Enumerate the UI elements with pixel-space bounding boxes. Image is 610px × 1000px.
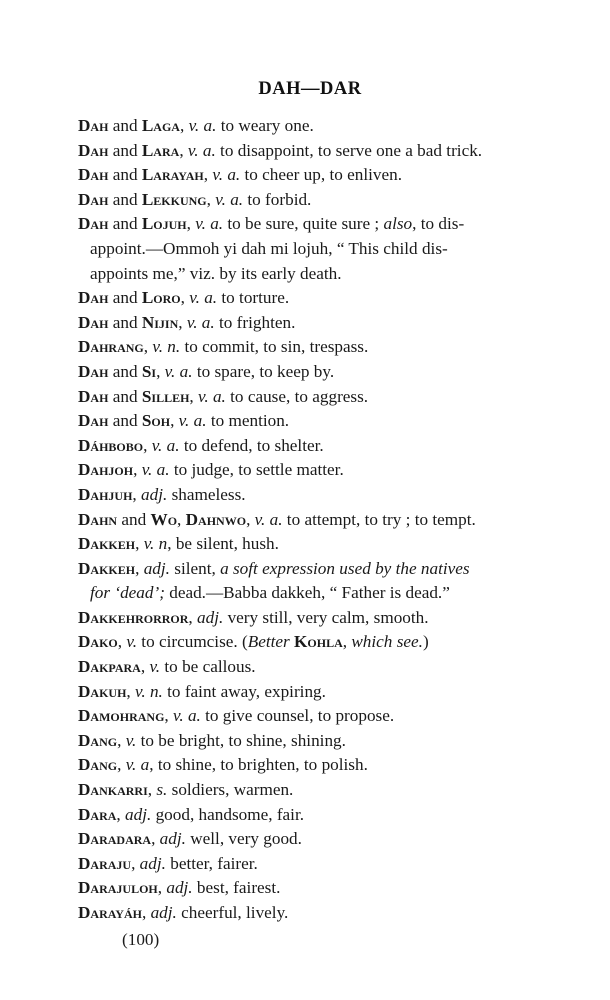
definition-text: , <box>133 460 142 480</box>
headword: Darayáh <box>78 903 142 922</box>
definition-text: , <box>179 140 188 160</box>
grammar-label: Better <box>247 632 290 652</box>
definition-text: appoint.—Ommoh yi dah mi lojuh, “ This child dis- <box>90 238 448 258</box>
definition-text: , <box>186 214 196 234</box>
definition-text: to cheer up, to enliven. <box>240 165 403 185</box>
headword: Dakkeh <box>78 558 136 578</box>
definition-text: to be callous. <box>160 657 256 677</box>
dictionary-entry <box>78 532 534 557</box>
headword: Dara <box>78 804 117 824</box>
grammar-label: adj. <box>141 484 168 504</box>
definition-text: , <box>117 755 126 775</box>
definition-text: , <box>143 435 152 455</box>
definition-text: best, fairest. <box>192 878 281 898</box>
headword: Dah <box>78 189 109 209</box>
definition-text: to circumcise. ( <box>137 632 248 652</box>
entry-line <box>78 581 534 606</box>
headword: Dang <box>78 730 118 750</box>
grammar-label: adj. <box>139 853 166 873</box>
definition-text: and <box>108 189 142 209</box>
dictionary-entry <box>78 139 534 164</box>
grammar-label: adj. <box>150 903 177 922</box>
definition-text: to commit, to sin, trespass. <box>180 337 369 357</box>
headword: Loro <box>141 288 181 308</box>
running-head: DAH—DAR <box>258 79 362 99</box>
headword: Dako <box>78 632 118 652</box>
headword: Darajuloh <box>78 878 158 898</box>
definition-text: , <box>143 337 153 357</box>
entry-line <box>78 262 534 287</box>
headword: Larayah <box>141 165 204 185</box>
entry-line <box>78 557 534 582</box>
headword: Dahjoh <box>78 460 134 480</box>
grammar-label: v. a. <box>173 706 201 726</box>
grammar-label: v. n. <box>152 337 181 357</box>
entry-list <box>78 114 534 926</box>
headword: Dakkeh <box>78 534 136 554</box>
definition-text: and <box>108 116 142 135</box>
grammar-label: v. a. <box>195 214 224 234</box>
headword: Dakpara <box>78 657 141 677</box>
headword: Damohrang <box>78 706 165 726</box>
grammar-label: v. a. <box>186 312 215 332</box>
definition-text: silent, <box>169 558 221 578</box>
dictionary-entry <box>78 680 534 705</box>
headword: Dah <box>78 312 109 332</box>
headword: Nijin <box>141 312 179 332</box>
grammar-label: v. a. <box>215 189 244 209</box>
definition-text: and <box>108 411 142 431</box>
definition-text: , <box>157 878 167 898</box>
dictionary-entry <box>78 704 534 729</box>
headword: Dankarri <box>78 780 148 800</box>
dictionary-entry <box>78 876 534 901</box>
definition-text: to attempt, to try ; to tempt. <box>282 509 476 529</box>
definition-text: to forbid. <box>243 189 312 209</box>
definition-text: and <box>108 361 142 381</box>
headword: Dah <box>78 165 109 185</box>
headword: Lojuh <box>141 214 187 234</box>
definition-text: , <box>188 607 198 627</box>
grammar-label: also <box>383 214 413 234</box>
definition-text: , <box>140 657 150 677</box>
dictionary-entry <box>78 753 534 778</box>
dictionary-entry <box>78 385 534 410</box>
headword: Kohla <box>294 632 343 652</box>
definition-text: , <box>170 411 179 431</box>
dictionary-entry <box>78 606 534 631</box>
dictionary-entry <box>78 212 534 286</box>
headword: Dah <box>78 386 109 406</box>
definition-text: and <box>117 509 151 529</box>
definition-text: and <box>108 288 142 308</box>
grammar-label: adj. <box>166 878 193 898</box>
headword: Daradara <box>78 829 152 849</box>
dictionary-entry <box>78 729 534 754</box>
headword: Wo <box>150 509 178 529</box>
definition-text: shameless. <box>167 484 246 504</box>
definition-text: , <box>135 534 144 554</box>
headword: Dahn <box>78 509 118 529</box>
headword: Dah <box>78 361 109 381</box>
definition-text: , <box>147 780 157 800</box>
definition-text: and <box>108 140 142 160</box>
entry-line <box>78 237 534 262</box>
grammar-label: v. <box>126 632 137 652</box>
dictionary-entry <box>78 311 534 336</box>
grammar-label: v. a. <box>151 435 180 455</box>
definition-text: and <box>108 312 142 332</box>
grammar-label: v. a. <box>178 411 207 431</box>
grammar-label: v. <box>125 730 137 750</box>
grammar-label: s. <box>156 780 168 800</box>
definition-text: , <box>156 361 165 381</box>
grammar-label: for ‘dead’; <box>90 583 165 603</box>
definition-text: , <box>151 829 160 849</box>
headword: Dakuh <box>78 681 127 701</box>
dictionary-entry <box>78 827 534 852</box>
headword: Daraju <box>78 853 132 873</box>
dictionary-entry <box>78 458 534 483</box>
grammar-label: a soft expression used by the natives <box>220 558 470 578</box>
headword: Dáhbobo <box>78 435 144 455</box>
grammar-label: v. a. <box>212 165 241 185</box>
definition-text: , <box>135 558 144 578</box>
dictionary-entry <box>78 188 534 213</box>
definition-text: , <box>203 165 213 185</box>
dictionary-entry <box>78 630 534 655</box>
dictionary-entry <box>78 114 534 139</box>
definition-text: , <box>126 681 136 701</box>
grammar-label: which see. <box>351 632 423 652</box>
definition-text: , <box>180 288 190 308</box>
headword: Dahrang <box>78 337 144 357</box>
definition-text: to give counsel, to propose. <box>200 706 395 726</box>
definition-text: to cause, to aggress. <box>225 386 369 406</box>
definition-text: to disappoint, to serve one a bad trick. <box>215 140 483 160</box>
definition-text: and <box>108 386 142 406</box>
headword: Soh <box>141 411 171 431</box>
headword: Dah <box>78 140 109 160</box>
definition-text: , <box>164 706 173 726</box>
dictionary-entry <box>78 655 534 680</box>
definition-text: , <box>178 312 187 332</box>
definition-text: to weary one. <box>216 116 314 135</box>
definition-text: dead.—Babba dakkeh, “ Father is dead.” <box>164 583 450 603</box>
headword: Dah <box>78 411 109 431</box>
grammar-label: v. a. <box>254 509 283 529</box>
definition-text: , <box>131 853 140 873</box>
dictionary-entry <box>78 163 534 188</box>
headword: Dang <box>78 755 118 775</box>
definition-text: to frighten. <box>214 312 296 332</box>
definition-text: , <box>132 484 142 504</box>
dictionary-page <box>78 76 534 952</box>
definition-text: to torture. <box>217 288 290 308</box>
definition-text: , <box>177 509 186 529</box>
grammar-label: v. a. <box>187 140 216 160</box>
grammar-label: v. a. <box>141 460 170 480</box>
grammar-label: adj. <box>197 607 224 627</box>
definition-text: , to shine, to brighten, to polish. <box>149 755 368 775</box>
definition-text: to judge, to settle matter. <box>169 460 344 480</box>
grammar-label: v. a. <box>188 116 217 135</box>
dictionary-entry <box>78 286 534 311</box>
headword: Dahnwo <box>185 509 247 529</box>
grammar-label: adj. <box>143 558 170 578</box>
headword: Dahjuh <box>78 484 133 504</box>
grammar-label: v. a. <box>164 361 193 381</box>
definition-text: to spare, to keep by. <box>192 361 335 381</box>
definition-text: , <box>206 189 216 209</box>
dictionary-entry <box>78 778 534 803</box>
definition-text: soldiers, warmen. <box>167 780 294 800</box>
definition-text: , <box>246 509 255 529</box>
dictionary-entry <box>78 901 534 926</box>
definition-text: better, fairer. <box>165 853 258 873</box>
dictionary-entry <box>78 557 534 606</box>
definition-text: to mention. <box>206 411 290 431</box>
dictionary-entry <box>78 434 534 459</box>
definition-text: to faint away, expiring. <box>162 681 326 701</box>
dictionary-entry <box>78 803 534 828</box>
definition-text: , <box>117 632 127 652</box>
headword: Dah <box>78 214 109 234</box>
headword: Dakkehrorror <box>78 607 189 627</box>
definition-text: appoints me,” viz. by its early death. <box>90 263 342 283</box>
headword: Dah <box>78 116 109 135</box>
definition-text: very still, very calm, smooth. <box>223 607 429 627</box>
definition-text: to be bright, to shine, shining. <box>136 730 346 750</box>
definition-text: cheerful, lively. <box>176 903 289 922</box>
definition-text: to defend, to shelter. <box>179 435 324 455</box>
definition-text: , be silent, hush. <box>167 534 279 554</box>
grammar-label: v. n <box>143 534 168 554</box>
definition-text: , to dis- <box>412 214 465 234</box>
definition-text: good, handsome, fair. <box>151 804 305 824</box>
definition-text: well, very good. <box>185 829 302 849</box>
definition-text: , <box>117 730 126 750</box>
dictionary-entry <box>78 852 534 877</box>
grammar-label: adj. <box>159 829 186 849</box>
definition-text: , <box>141 903 151 922</box>
definition-text: and <box>108 214 142 234</box>
headword: Laga <box>141 116 180 135</box>
dictionary-entry <box>78 483 534 508</box>
headword: Lara <box>141 140 180 160</box>
grammar-label: v. a. <box>198 386 226 406</box>
definition-text: and <box>108 165 142 185</box>
headword: Si <box>141 361 157 381</box>
dictionary-entry <box>78 335 534 360</box>
definition-text: , <box>179 116 189 135</box>
grammar-label: adj. <box>125 804 152 824</box>
definition-text: , <box>342 632 352 652</box>
headword: Lekkung <box>141 189 207 209</box>
headword: Silleh <box>141 386 190 406</box>
grammar-label: v. a <box>125 755 150 775</box>
page-number: (100) <box>122 929 160 949</box>
definition-text: , <box>189 386 199 406</box>
definition-text: to be sure, quite sure ; <box>223 214 384 234</box>
headword: Dah <box>78 288 109 308</box>
dictionary-entry <box>78 508 534 533</box>
definition-text: ) <box>422 632 429 652</box>
dictionary-entry <box>78 409 534 434</box>
entry-line <box>78 212 534 237</box>
grammar-label: v. n. <box>135 681 163 701</box>
dictionary-entry <box>78 360 534 385</box>
grammar-label: v. a. <box>189 288 218 308</box>
definition-text: , <box>116 804 126 824</box>
grammar-label: v. <box>149 657 161 677</box>
